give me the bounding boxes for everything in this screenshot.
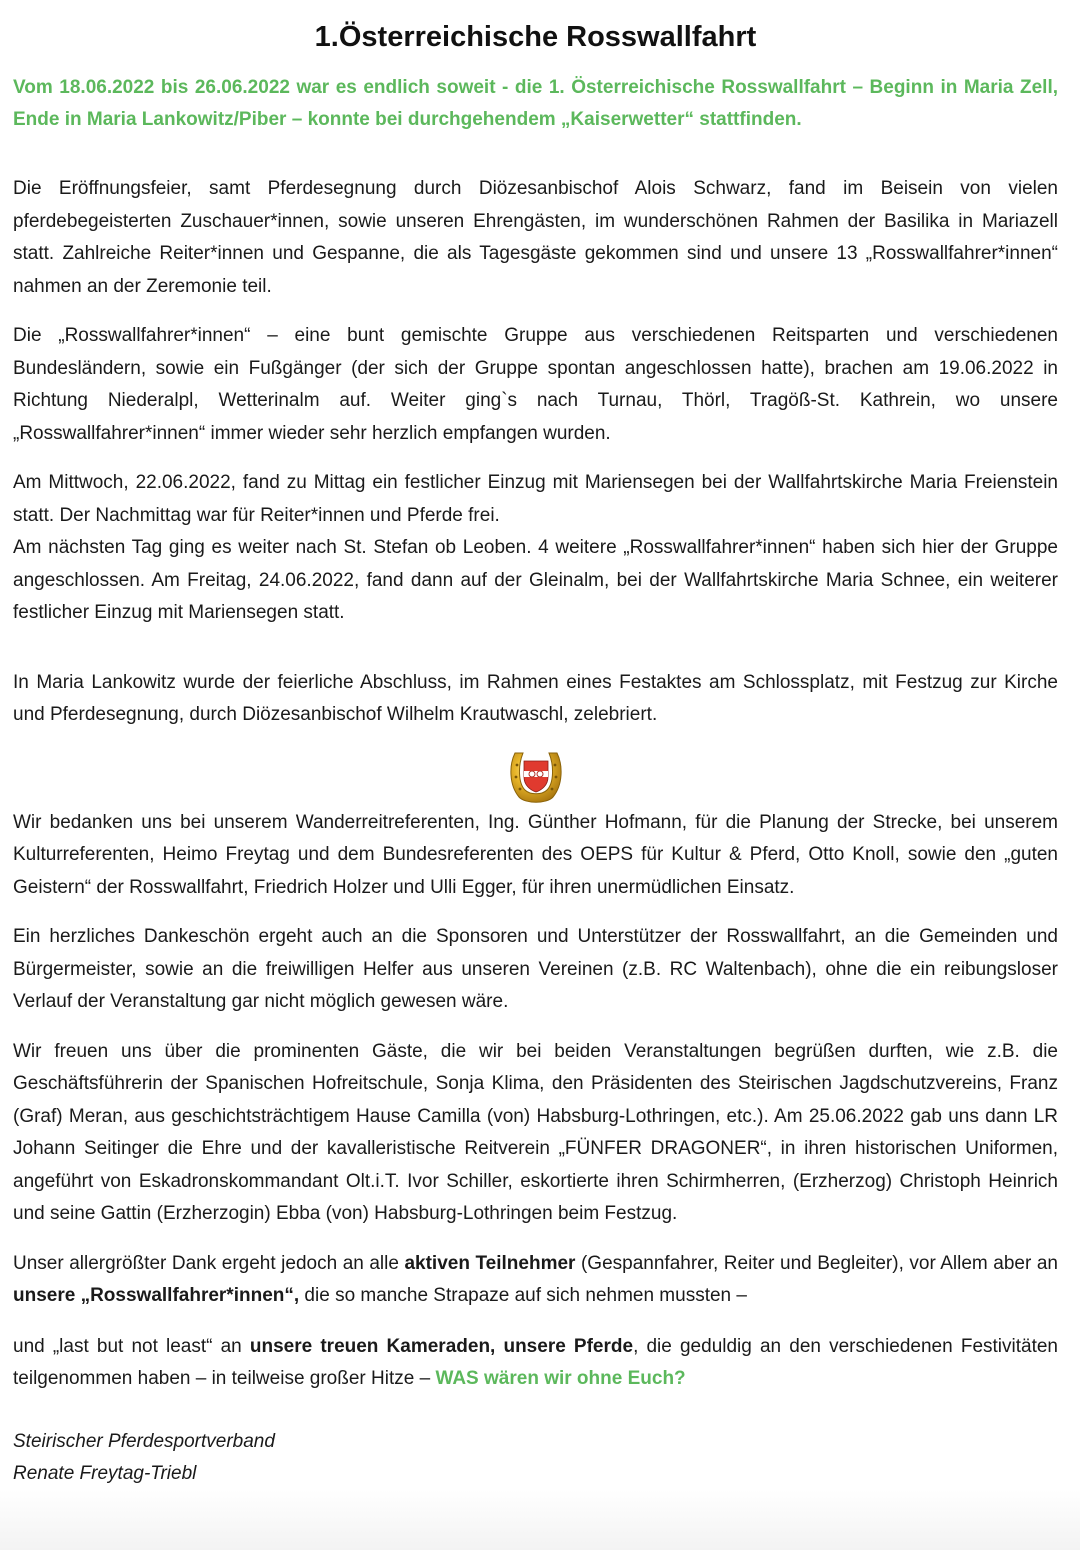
paragraph-group-departure: Die „Rosswallfahrer*innen“ – eine bunt gemischte Gruppe aus verschiedenen Reitsparten und verschiedenen Bundesländern, sowie ein Fußgänger (der sich der Gruppe spontan angeschlossen hatte), brachen am 19.06.2022 in Richtung Niederalpl, Wetterinalm auf. Weiter ging`s nach Turnau, Thörl, Tragöß-St. Kathrein, wo unsere „Rosswallfahrer*innen“ immer wieder sehr herzlich empfangen wurden. <box>13 325 1058 444</box>
paragraph-st-stefan: Am nächsten Tag ging es weiter nach St. Stefan ob Leoben. 4 weitere „Rosswallfahrer*innen“ haben sich hier der Gruppe angeschlossen. Am Freitag, 24.06.2022, fand dann auf der Gleinalm, bei der Wallfahrtskirche Maria Schnee, ein weiterer festlicher Einzug mit Mariensegen statt. <box>13 537 1058 623</box>
logo-container <box>13 745 1058 807</box>
document-title: 1.Österreichische Rosswallfahrt <box>314 21 757 53</box>
signature-block <box>13 1426 1058 1490</box>
thanks1-bold-active-participants: aktiven Teilnehmer <box>404 1252 576 1274</box>
thanks2-text-1: und „last but not least“ an <box>13 1335 250 1357</box>
thanks2-green-closing: WAS wären wir ohne Euch? <box>435 1368 686 1389</box>
paragraph-thanks-participants <box>13 1248 1058 1313</box>
thanks2-text-2: , die geduldig an den verschiedenen Festivitäten teilgenommen haben – in teilweise großer Hitze – <box>13 1335 1058 1389</box>
paragraph-thanks-horses <box>13 1331 1058 1396</box>
signature-author: Renate Freytag-Triebl <box>13 1462 197 1484</box>
horseshoe-emblem-icon <box>505 745 567 807</box>
paragraph-thanks-sponsors: Ein herzliches Dankeschön ergeht auch an die Sponsoren und Unterstützer der Rosswallfahrt, an die Gemeinden und Bürgermeister, sowie an die freiwilligen Helfer aus unseren Vereinen (z.B. RC Waltenbach), ohne die ein reibungsloser Verlauf der Veranstaltung gar nicht möglich gewesen wäre. <box>13 926 1058 1012</box>
document-page <box>13 0 1058 1490</box>
thanks1-text-3: die so manche Strapaze auf sich nehmen mussten – <box>299 1285 747 1306</box>
paragraph-closing-ceremony: In Maria Lankowitz wurde der feierliche Abschluss, im Rahmen eines Festaktes am Schlossplatz, mit Festzug zur Kirche und Pferdesegnung, durch Diözesanbischof Wilhelm Krautwaschl, zelebriert. <box>13 671 1058 725</box>
lead-paragraph: Vom 18.06.2022 bis 26.06.2022 war es endlich soweit - die 1. Österreichische Rosswallfahrt – Beginn in Maria Zell, Ende in Maria Lankowitz/Piber – konnte bei durchgehendem „Kaiserwetter“ stattfinden. <box>13 77 1058 130</box>
thanks2-bold-horses: unsere treuen Kameraden, unsere Pferde <box>249 1335 634 1357</box>
paragraph-maria-freienstein: Am Mittwoch, 22.06.2022, fand zu Mittag ein festlicher Einzug mit Mariensegen bei der Wallfahrtskirche Maria Freienstein statt. Der Nachmittag war für Reiter*innen und Pferde frei. <box>13 472 1058 526</box>
paragraph-prominent-guests: Wir freuen uns über die prominenten Gäste, die wir bei beiden Veranstaltungen begrüßen durften, wie z.B. die Geschäftsführerin der Spanischen Hofreitschule, Sonja Klima, den Präsidenten des Steirischen Jagdschutzvereins, Franz (Graf) Meran, aus geschichtsträchtigem Hause Camilla (von) Habsburg-Lothringen, etc.). Am 25.06.2022 gab uns dann LR Johann Seitinger die Ehre und der kavalleristische Reitverein „FÜNFER DRAGONER“, in ihren historischen Uniformen, angeführt von Eskadronskommandant Olt.i.T. Ivor Schiller, eskortierte ihren Schirmherren, (Erzherzog) Christoph Heinrich und seine Gattin (Erzherzogin) Ebba (von) Habsburg-Lothringen beim Festzug. <box>13 1040 1058 1224</box>
paragraph-thanks-organizers: Wir bedanken uns bei unserem Wanderreitreferenten, Ing. Günther Hofmann, für die Planung der Strecke, bei unserem Kulturreferenten, Heimo Freytag und dem Bundesreferenten des OEPS für Kultur & Pferd, Otto Knoll, sowie den „guten Geistern“ der Rosswallfahrt, Friedrich Holzer und Ulli Egger, für ihren unermüdlichen Einsatz. <box>13 811 1058 898</box>
thanks1-text-2: (Gespannfahrer, Reiter und Begleiter), vor Allem aber an <box>575 1252 1058 1274</box>
signature-organization: Steirischer Pferdesportverband <box>13 1430 275 1452</box>
thanks1-text-1: Unser allergrößter Dank ergeht jedoch an alle <box>13 1252 405 1274</box>
thanks1-bold-rosswallfahrer: unsere „Rosswallfahrer*innen“, <box>13 1285 300 1306</box>
bottom-fade <box>0 1490 1080 1550</box>
paragraph-opening-ceremony: Die Eröffnungsfeier, samt Pferdesegnung durch Diözesanbischof Alois Schwarz, fand im Beisein von vielen pferdebegeisterten Zuschauer*innen, sowie unseren Ehrengästen, im wunderschönen Rahmen der Basilika in Mariazell statt. Zahlreiche Reiter*innen und Gespanne, die als Tagesgäste gekommen sind und unsere 13 „Rosswallfahrer*innen“ nahmen an der Zeremonie teil. <box>13 178 1058 297</box>
